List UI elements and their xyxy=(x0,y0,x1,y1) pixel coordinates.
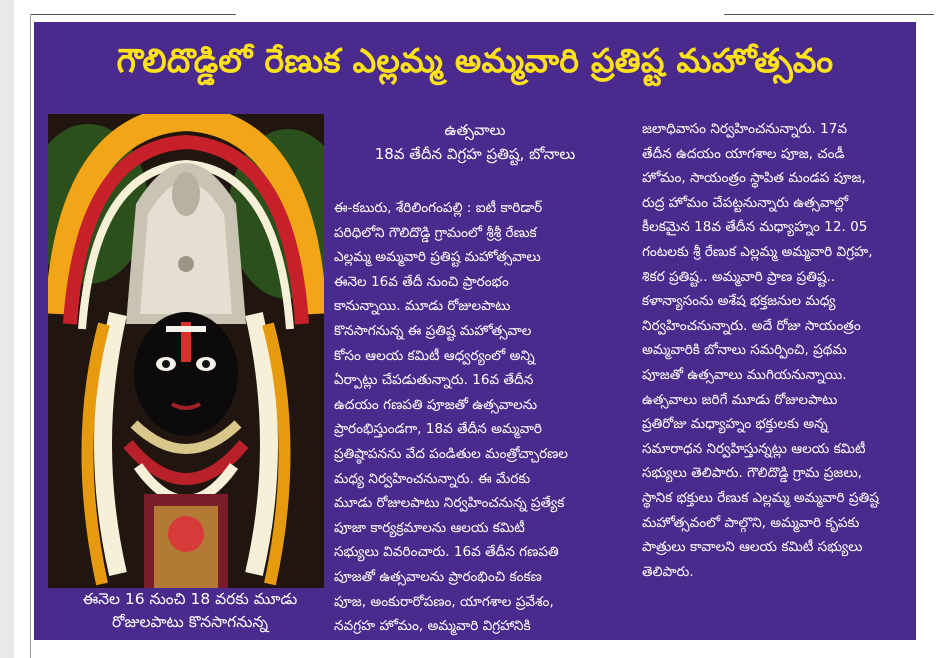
top-rule-right xyxy=(724,14,934,15)
body-line: సభ్యులు వివరించారు. 16వ తేదీన గణపతి xyxy=(334,544,559,561)
left-margin-strip xyxy=(0,0,14,658)
body-line: హోమం, సాయంత్రం స్థాపిత మండప పూజ, xyxy=(642,170,866,187)
body-line: పాత్రులు కావాలని ఆలయ కమిటీ సభ్యులు xyxy=(642,539,863,556)
subhead-line: 18వ తేదీన విగ్రహ ప్రతిష్ట, బోనాలు xyxy=(374,145,576,163)
body-line: ఉదయం గణపతి పూజతో ఉత్సవాలను xyxy=(334,396,538,413)
photo-caption-line: ఈనెల 16 నుంచి 18 వరకు మూడు xyxy=(82,590,298,608)
article-subhead xyxy=(330,118,620,166)
body-line: తేదీన ఉదయం యాగశాల పూజ, చండీ xyxy=(642,145,845,162)
body-line: మధ్య నిర్వహించనున్నారు. ఈ మేరకు xyxy=(334,470,531,487)
frame-left-border xyxy=(30,14,31,658)
body-line: నిర్వహించనున్నారు. అదే రోజు సాయంత్రం xyxy=(642,317,861,334)
body-line: కీలకమైన 18వ తేదీన మధ్యాహ్నం 12. 05 xyxy=(642,219,868,236)
body-column-middle xyxy=(334,196,616,639)
body-line: రుద్ర హోమం చేపట్టనున్నారు ఉత్సవాల్లో xyxy=(642,194,849,211)
body-line: మహోత్సవంలో పాల్గొని, అమ్మవారి కృపకు xyxy=(642,514,860,531)
top-rule-left xyxy=(30,14,236,15)
body-line: మూడు రోజులపాటు నిర్వహించనున్న ప్రత్యేక xyxy=(334,495,565,512)
article-headline: గౌలిదొడ్డిలో రేణుక ఎల్లమ్మ అమ్మవారి ప్రతిష్ట మహోత్సవం xyxy=(116,40,834,80)
body-line: ఉత్సవాలు జరిగే మూడు రోజులపాటు xyxy=(642,391,838,408)
body-line: పూజా కార్యక్రమాలను ఆలయ కమిటీ xyxy=(334,519,525,536)
body-line: కళాన్యాసంను అశేష భక్తజనుల మధ్య xyxy=(642,293,836,310)
photo-caption xyxy=(40,588,340,638)
body-line: జలాధివాసం నిర్వహించనున్నారు. 17వ xyxy=(642,121,848,137)
body-line: స్థానిక భక్తులు రేణుక ఎల్లమ్మ అమ్మవారి ప్రతిష్ట xyxy=(642,489,879,506)
body-line: శికర ప్రతిష్ట.. అమ్మవారి ప్రాణ ప్రతిష్ట.. xyxy=(642,268,836,285)
idol-illustration xyxy=(48,114,324,588)
body-line: ఈ-కబురు, శేరిలింగంపల్లి : ఐటీ కారిడార్ xyxy=(334,200,543,216)
subhead-line: ఉత్సవాలు xyxy=(444,121,506,139)
body-line: పూజతో ఉత్సవాలను ప్రారంభించి కంకణ xyxy=(334,568,542,585)
body-line: కోసం ఆలయ కమిటీ ఆధ్వర్యంలో అన్ని xyxy=(334,347,535,364)
body-line: ప్రారంభిస్తుండగా, 18వ తేదీన అమ్మవారి xyxy=(334,421,542,438)
body-line: పూజ, అంకురారోపణం, యాగశాల ప్రవేశం, xyxy=(334,593,554,610)
body-line: తెలిపారు. xyxy=(642,563,694,580)
body-line: కానున్నాయి. మూడు రోజులపాటు xyxy=(334,298,511,315)
body-line: ప్రతిరోజు మధ్యాహ్నం భక్తులకు అన్న xyxy=(642,416,828,433)
body-column-right xyxy=(642,117,918,584)
body-line: ఈనెల 16వ తేదీ నుంచి ప్రారంభం xyxy=(334,273,509,290)
goddess-idol-photo xyxy=(48,114,324,588)
body-line: ప్రతిష్ఠాపనను వేద పండితుల మంత్రోచ్చారణల xyxy=(334,445,569,462)
body-line: కొనసాగనున్న ఈ ప్రతిష్ట మహోత్సవాల xyxy=(334,322,532,339)
body-line: సభ్యులు తెలిపారు. గౌలిదొడ్డి గ్రామ ప్రజలు, xyxy=(642,465,862,482)
body-line: ఏర్పాట్లు చేపడుతున్నారు. 16వ తేదీన xyxy=(334,372,534,389)
body-line: పూజతో ఉత్సవాలు ముగియనున్నాయి. xyxy=(642,366,847,383)
body-line: అమ్మవారికి బోనాలు సమర్పించి, ప్రథమ xyxy=(642,342,847,359)
body-line: ఎల్లమ్మ అమ్మవారి ప్రతిష్ట మహోత్సవాలు xyxy=(334,249,541,266)
news-article xyxy=(34,22,916,640)
body-line: నవగ్రహ హోమం, అమ్మవారి విగ్రహానికి xyxy=(334,618,531,635)
body-line: పరిధిలోని గౌలిదొడ్డి గ్రామంలో శ్రీశ్రీ రేణుక xyxy=(334,224,537,241)
photo-caption-line: రోజులపాటు కొనసాగనున్న xyxy=(112,613,268,631)
body-line: సమారాధన నిర్వహిస్తున్నట్లు ఆలయ కమిటీ xyxy=(642,440,866,457)
body-line: గంటలకు శ్రీ రేణుక ఎల్లమ్మ అమ్మవారి విగ్రహ, xyxy=(642,243,873,260)
